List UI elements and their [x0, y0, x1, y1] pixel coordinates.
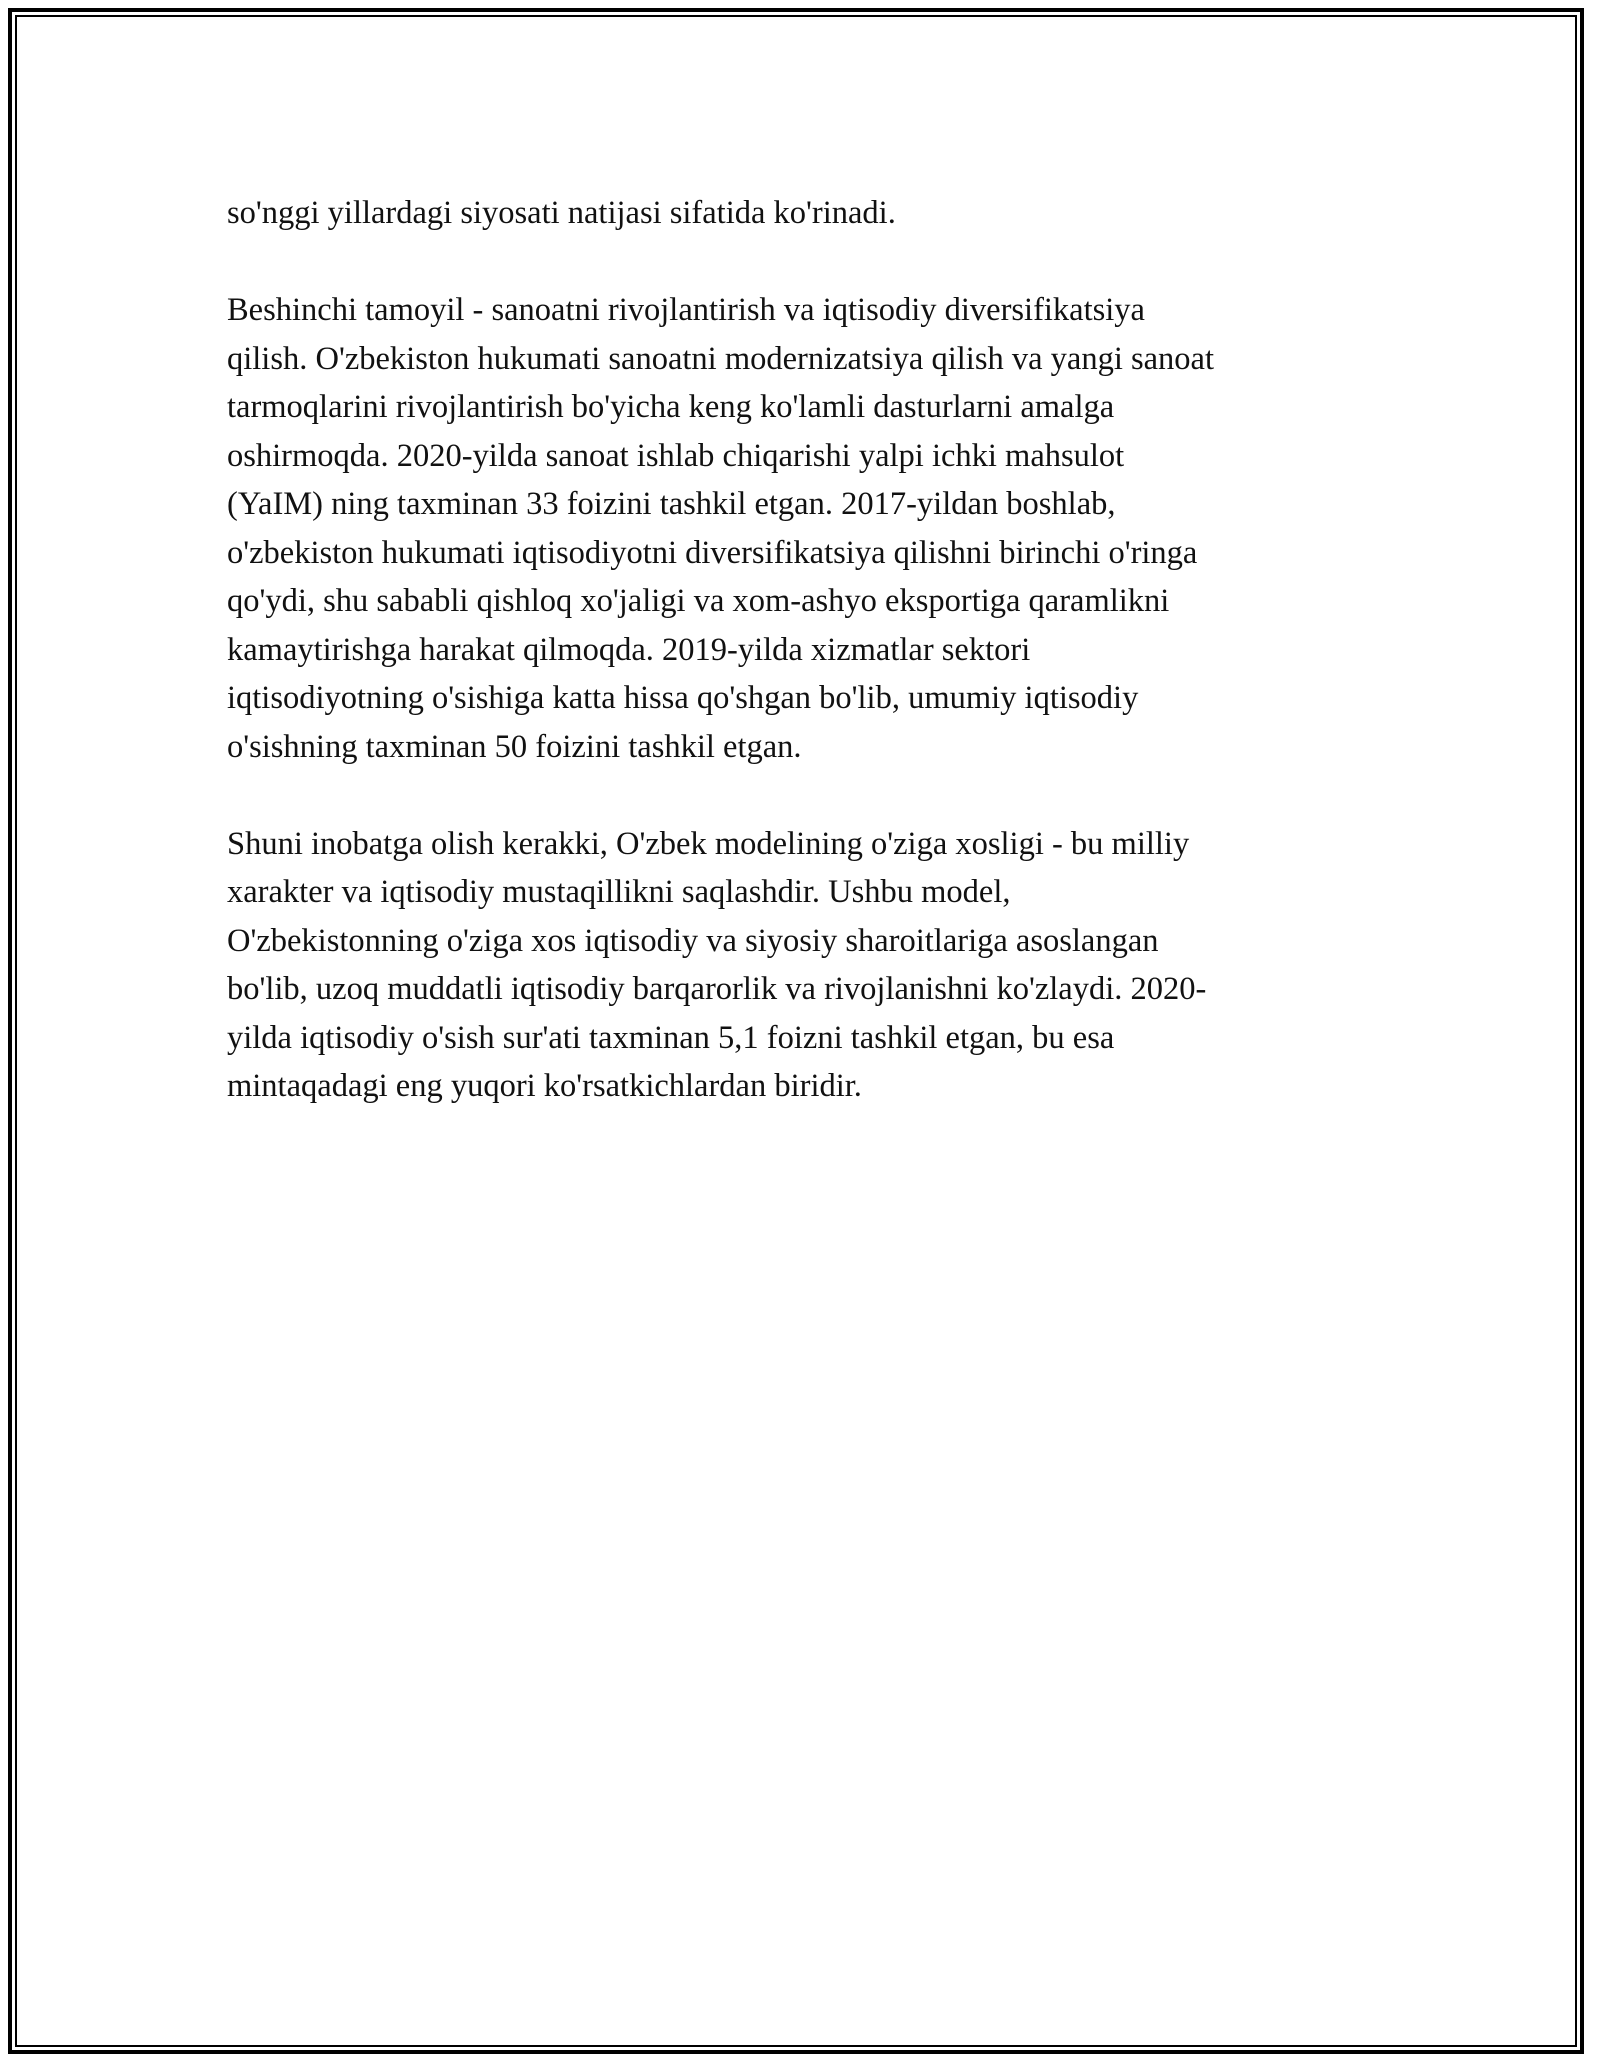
- text-line: bo'lib, uzoq muddatli iqtisodiy barqarorlik va rivojlanishni ko'zlaydi. 2020-: [227, 971, 1207, 1007]
- paragraph-gap: [227, 238, 1357, 287]
- text-line: oshirmoqda. 2020-yilda sanoat ishlab chiqarishi yalpi ichki mahsulot: [227, 437, 1125, 474]
- document-body: [227, 189, 1357, 1111]
- text-line: (YaIM) ning taxminan 33 foizini tashkil etgan. 2017-yildan boshlab,: [227, 486, 1116, 522]
- paragraph: [227, 286, 1357, 771]
- text-line: qo'ydi, shu sababli qishloq xo'jaligi va xom-ashyo eksportiga qaramlikni: [227, 583, 1170, 619]
- text-line: qilish. O'zbekiston hukumati sanoatni modernizatsiya qilish va yangi sanoat: [227, 340, 1214, 377]
- text-line: iqtisodiyotning o'sishiga katta hissa qo'shgan bo'lib, umumiy iqtisodiy: [227, 680, 1139, 716]
- text-line: tarmoqlarini rivojlantirish bo'yicha keng ko'lamli dasturlarni amalga: [227, 389, 1115, 425]
- text-line: kamaytirishga harakat qilmoqda. 2019-yilda xizmatlar sektori: [227, 631, 1031, 668]
- text-line: Beshinchi tamoyil - sanoatni rivojlantirish va iqtisodiy diversifikatsiya: [227, 292, 1145, 328]
- text-line: so'nggi yillardagi siyosati natijasi sifatida ko'rinadi.: [227, 195, 896, 231]
- text-line: Shuni inobatga olish kerakki, O'zbek modelining o'ziga xosligi - bu milliy: [227, 825, 1190, 862]
- paragraph-gap: [227, 771, 1357, 820]
- text-line: yilda iqtisodiy o'sish sur'ati taxminan 5,1 foizni tashkil etgan, bu esa: [227, 1019, 1115, 1056]
- text-line: xarakter va iqtisodiy mustaqillikni saqlashdir. Ushbu model,: [227, 874, 1011, 910]
- paragraph: [227, 820, 1357, 1111]
- text-line: o'zbekiston hukumati iqtisodiyotni diversifikatsiya qilishni birinchi o'ringa: [227, 534, 1198, 571]
- paragraph: [227, 189, 1357, 238]
- text-line: mintaqadagi eng yuqori ko'rsatkichlardan biridir.: [227, 1068, 862, 1104]
- text-line: O'zbekistonning o'ziga xos iqtisodiy va siyosiy sharoitlariga asoslangan: [227, 922, 1159, 959]
- text-line: o'sishning taxminan 50 foizini tashkil etgan.: [227, 728, 802, 765]
